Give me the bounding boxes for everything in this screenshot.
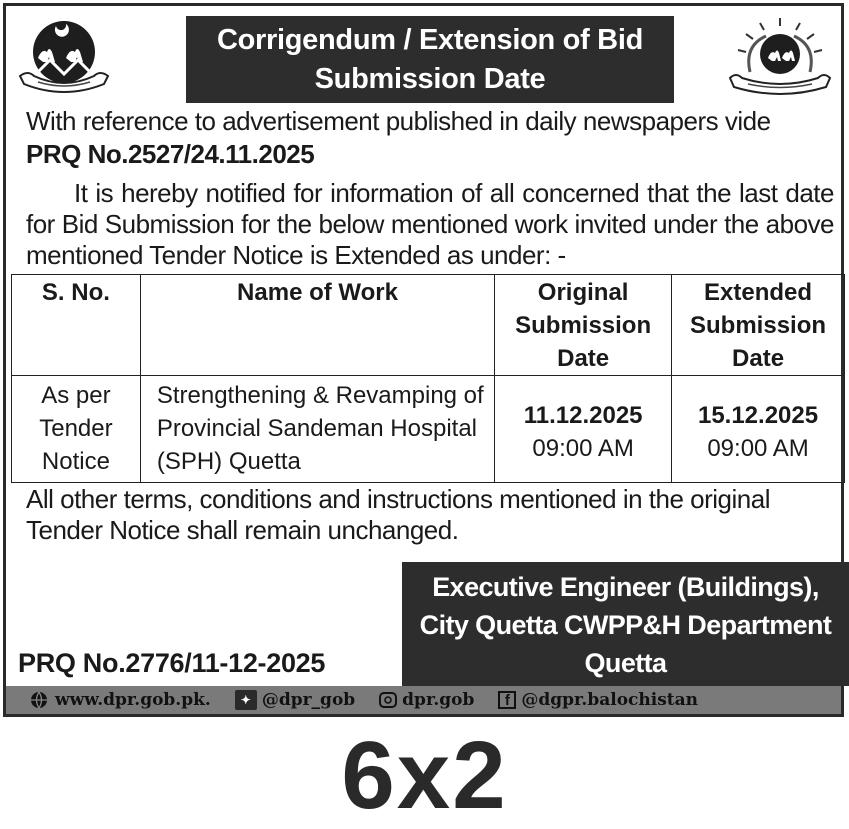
cell-serial-no: As per Tender Notice: [12, 376, 141, 483]
reference-text: With reference to advertisement published in daily newspapers vide: [26, 106, 771, 136]
header-extended-date: Extended Submission Date: [672, 275, 845, 376]
footer-bar: [6, 686, 841, 714]
title-banner: [186, 16, 674, 103]
extended-time: 09:00 AM: [707, 435, 809, 462]
closing-text: All other terms, conditions and instructions mentioned in the original Tender Notice shall remain unchanged.: [26, 484, 770, 545]
signature-block: [402, 562, 849, 686]
extended-date: 15.12.2025: [697, 402, 819, 429]
cell-original-date: [495, 376, 672, 483]
table-header-row: [12, 275, 845, 376]
advertisement: [3, 3, 844, 717]
twitter-handle[interactable]: @dpr_gob: [261, 690, 356, 710]
header-name-of-work: Name of Work: [140, 275, 494, 376]
footer-twitter[interactable]: [235, 690, 355, 710]
header-serial-no: S. No.: [12, 275, 141, 376]
balochistan-emblem-logo: [16, 12, 112, 98]
signature-line-1: Executive Engineer (Buildings),: [432, 572, 819, 602]
cell-name-of-work: Strengthening & Revamping of Provincial Sandeman Hospital (SPH) Quetta: [140, 376, 494, 483]
facebook-handle[interactable]: @dgpr.balochistan: [521, 690, 699, 710]
instagram-icon: [379, 692, 397, 708]
ad-size-label: 6x2: [341, 722, 508, 829]
original-time: 09:00 AM: [532, 435, 634, 462]
twitter-icon: ✦: [235, 690, 257, 710]
facebook-icon: f: [498, 691, 516, 709]
cell-extended-date: [672, 376, 845, 483]
original-date: 11.12.2025: [523, 402, 643, 429]
notice-text: It is hereby notified for information of all concerned that the last date for Bid Submission for the below mentioned work invited under the above mentioned Tender Notice is Extended as under: -: [26, 178, 834, 270]
header-original-date: Original Submission Date: [495, 275, 672, 376]
signature-line-3: Quetta: [584, 648, 667, 678]
instagram-handle[interactable]: dpr.gob: [402, 690, 475, 710]
works-table: [11, 274, 845, 483]
dgpr-emblem-logo: [724, 14, 836, 98]
signature-line-2: City Quetta CWPP&H Department: [419, 610, 832, 640]
globe-icon: [28, 690, 50, 710]
reference-prq-number: PRQ No.2527/24.11.2025: [26, 139, 315, 169]
footer-facebook[interactable]: [498, 690, 698, 710]
prq-number: PRQ No.2776/11-12-2025: [18, 648, 326, 678]
table-row: [12, 376, 845, 483]
footer-website[interactable]: [28, 690, 211, 710]
footer-instagram[interactable]: [379, 690, 474, 710]
notice-paragraph: [26, 178, 834, 271]
title-line-1: Corrigendum / Extension of Bid: [216, 24, 643, 56]
website-link[interactable]: www.dpr.gob.pk.: [55, 690, 211, 710]
title-line-2: Submission Date: [314, 63, 546, 95]
